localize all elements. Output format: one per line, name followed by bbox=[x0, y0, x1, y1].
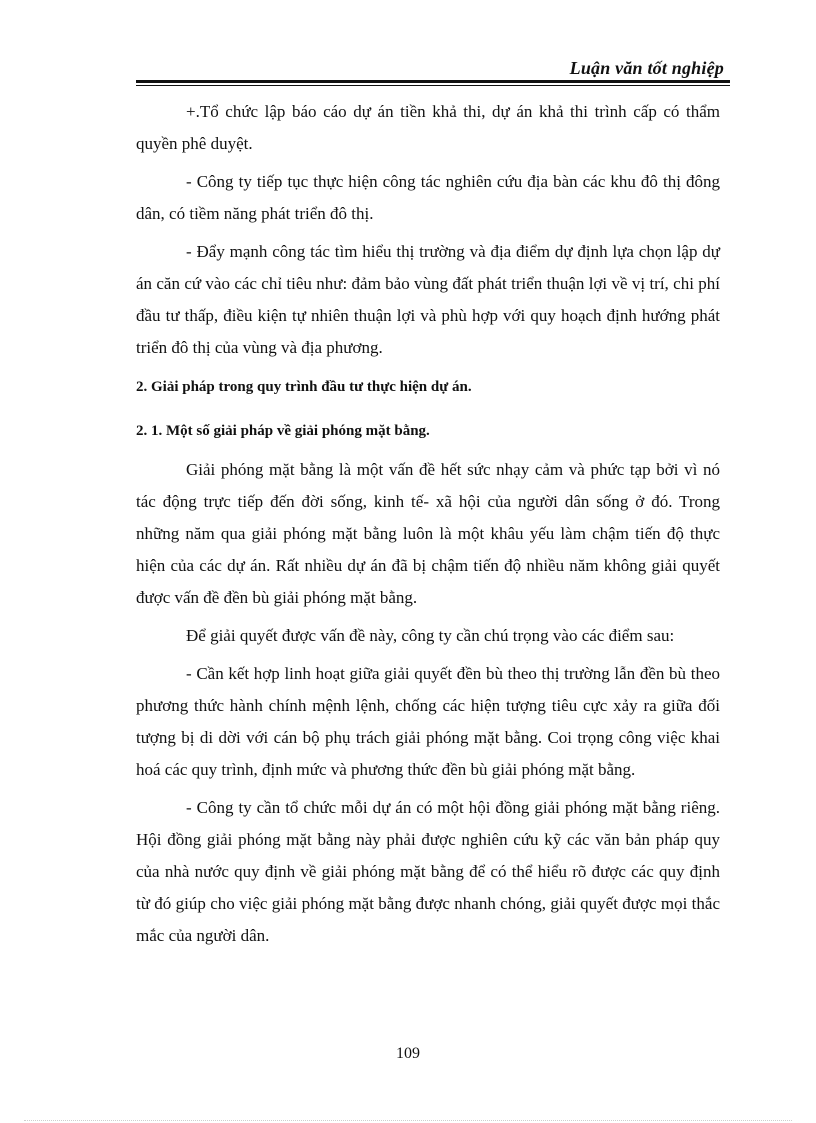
body-content bbox=[136, 96, 720, 952]
page-number: 109 bbox=[396, 1045, 420, 1062]
header-rule bbox=[136, 80, 730, 83]
header-rule-thin bbox=[136, 85, 730, 86]
paragraph-4: Giải phóng mặt bằng là một vấn đề hết sức nhạy cảm và phức tạp bởi vì nó tác động trực tiếp đến đời sống, kinh tế- xã hội của người dân sống ở đó. Trong những năm qua giải phóng mặt bằng luôn là một khâu yếu làm chậm tiến độ thực hiện của các dự án. Rất nhiều dự án đã bị chậm tiến độ nhiều năm không giải quyết được vấn đề đền bù giải phóng mặt bằng. bbox=[136, 460, 720, 607]
paragraph-1: +.Tổ chức lập báo cáo dự án tiền khả thi, dự án khả thi trình cấp có thẩm quyền phê duyệt. bbox=[136, 102, 720, 153]
paragraph-6: - Cần kết hợp linh hoạt giữa giải quyết đền bù theo thị trường lẫn đền bù theo phương thức hành chính mệnh lệnh, chống các hiện tượng tiêu cực xảy ra giữa đối tượng bị di dời với cán bộ phụ trách giải phóng mặt bằng. Coi trọng công việc khai hoá các quy trình, định mức và phương thức đền bù giải phóng mặt bằng. bbox=[136, 664, 720, 779]
section-heading-2: 2. Giải pháp trong quy trình đầu tư thực hiện dự án. bbox=[136, 379, 472, 395]
paragraph-2: - Công ty tiếp tục thực hiện công tác nghiên cứu địa bàn các khu đô thị đông dân, có tiềm năng phát triển đô thị. bbox=[136, 172, 720, 223]
header-title: Luận văn tốt nghiệp bbox=[569, 58, 724, 78]
paragraph-3: - Đẩy mạnh công tác tìm hiểu thị trường và địa điểm dự định lựa chọn lập dự án căn cứ vào các chỉ tiêu như: đảm bảo vùng đất phát triển thuận lợi về vị trí, chi phí đầu tư thấp, điều kiện tự nhiên thuận lợi và phù hợp với quy hoạch định hướng phát triển đô thị của vùng và địa phương. bbox=[136, 242, 720, 357]
paragraph-7: - Công ty cần tổ chức mỗi dự án có một hội đồng giải phóng mặt bằng riêng. Hội đồng giải phóng mặt bằng này phải được nghiên cứu kỹ các văn bản pháp quy của nhà nước quy định về giải phóng mặt bằng để có thể hiểu rõ được các quy định từ đó giúp cho việc giải phóng mặt bằng được nhanh chóng, giải quyết được mọi thắc mắc của người dân. bbox=[136, 798, 720, 945]
page-bottom-border bbox=[24, 1120, 792, 1121]
section-heading-2-1: 2. 1. Một số giải pháp về giải phóng mặt bằng. bbox=[136, 423, 430, 439]
paragraph-5: Để giải quyết được vấn đề này, công ty cần chú trọng vào các điểm sau: bbox=[186, 626, 675, 645]
